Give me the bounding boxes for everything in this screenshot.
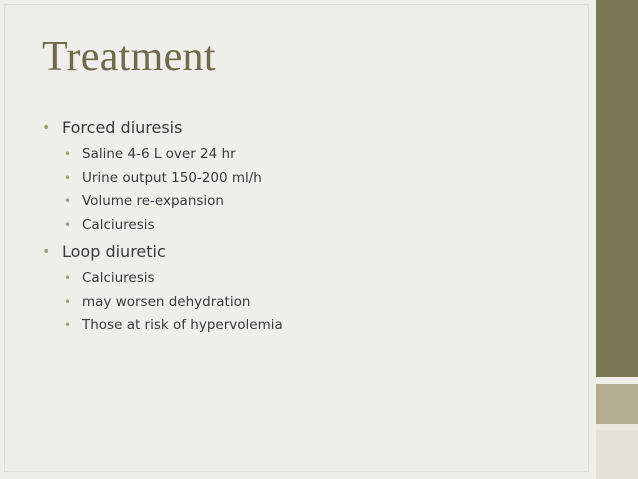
sub-bullet-item xyxy=(42,190,582,214)
slide-title: Treatment xyxy=(42,34,216,80)
side-block-gap xyxy=(596,377,638,384)
bullet-dot-icon: • xyxy=(64,147,72,161)
sub-bullet-text: Urine output 150-200 ml/h xyxy=(82,169,262,186)
side-block-light xyxy=(596,384,638,424)
sub-bullet-item xyxy=(42,267,582,291)
bullet-dot-icon: • xyxy=(64,217,72,232)
bullet-list xyxy=(42,116,582,338)
sub-bullet-item xyxy=(42,143,582,167)
bullet-dot-icon: • xyxy=(64,294,72,309)
bullet-dot-icon: • xyxy=(64,170,72,185)
bullet-text: Forced diuresis xyxy=(62,118,183,137)
sub-bullet-item xyxy=(42,214,582,238)
bullet-text: Loop diuretic xyxy=(62,242,166,261)
bullet-dot-icon: • xyxy=(42,120,51,136)
list-item xyxy=(42,116,582,237)
bullet-dot-icon: • xyxy=(64,271,72,285)
bullet-dot-icon: • xyxy=(64,194,72,208)
sub-bullet-text: may worsen dehydration xyxy=(82,293,251,310)
sub-bullet-list xyxy=(42,267,582,338)
sub-bullet-text: Volume re-expansion xyxy=(82,193,224,209)
sub-bullet-item xyxy=(42,167,582,191)
side-block-dark xyxy=(596,0,638,377)
sub-bullet-text: Calciuresis xyxy=(82,216,155,233)
bullet-dot-icon: • xyxy=(64,318,72,332)
side-block-bottom xyxy=(596,430,638,479)
side-decoration-bar xyxy=(596,0,638,479)
sub-bullet-text: Those at risk of hypervolemia xyxy=(82,317,283,333)
sub-bullet-text: Calciuresis xyxy=(82,270,155,286)
bullet-dot-icon: • xyxy=(42,244,51,260)
slide-content xyxy=(42,116,582,341)
bullet-item-forced-diuresis xyxy=(42,116,582,140)
sub-bullet-item xyxy=(42,291,582,315)
sub-bullet-text: Saline 4-6 L over 24 hr xyxy=(82,146,236,162)
bullet-item-loop-diuretic xyxy=(42,240,582,264)
list-item xyxy=(42,240,582,338)
sub-bullet-list xyxy=(42,143,582,237)
sub-bullet-item xyxy=(42,314,582,338)
